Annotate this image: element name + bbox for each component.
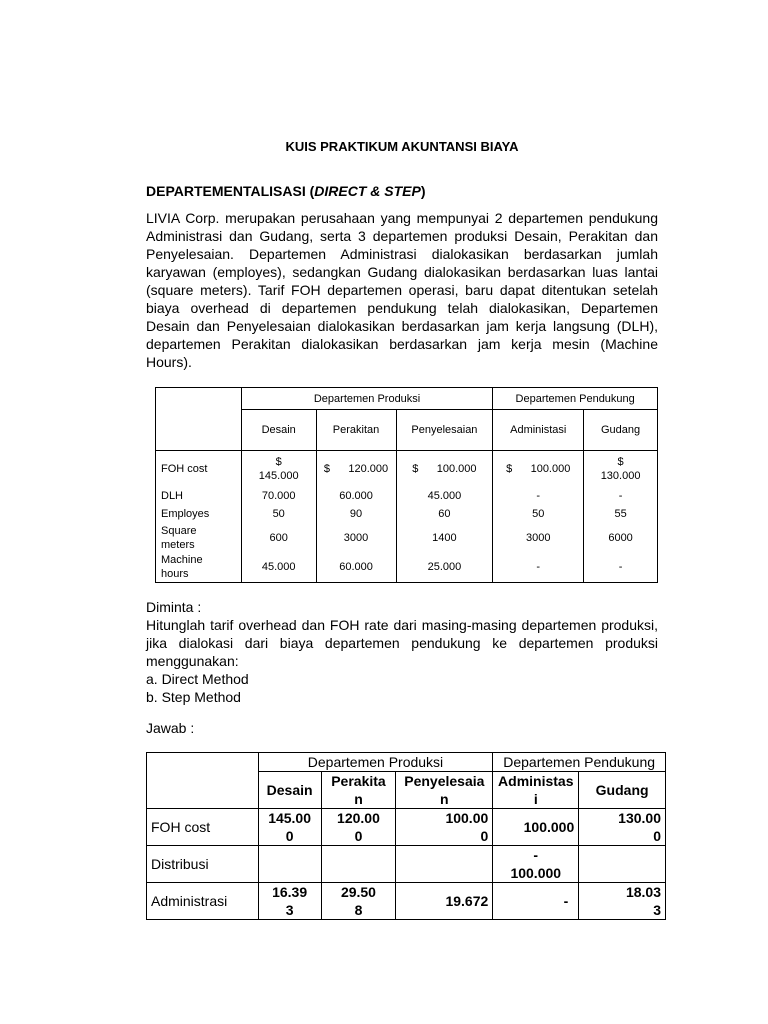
paragraph-line: biaya overhead di departemen pendukung telah dialokasikan, Departemen [146, 300, 658, 316]
section-heading: DEPARTEMENTALISASI (DIRECT & STEP) [146, 183, 426, 199]
table-cell: 16.39 3 [258, 883, 321, 920]
table-cell: - 100.000 [493, 846, 579, 883]
task-section [146, 598, 658, 706]
heading-italic: DIRECT & STEP [314, 183, 421, 199]
table-cell: 50 [493, 505, 584, 523]
table-cell [579, 846, 666, 883]
task-label: Diminta : [146, 599, 202, 615]
table-cell: 145.00 0 [258, 809, 321, 846]
table-cell: 60.000 [316, 553, 396, 583]
table-corner-cell [156, 388, 242, 451]
table-cell: 100.000 [493, 809, 579, 846]
column-header: Perakita n [321, 772, 396, 809]
table-cell: 18.03 3 [579, 883, 666, 920]
row-label: DLH [156, 487, 242, 505]
table-cell: $ 120.000 [316, 451, 396, 487]
row-label: Machine hours [156, 553, 242, 583]
table-cell: 60 [396, 505, 493, 523]
table-cell: $ 100.000 [493, 451, 584, 487]
answer-label: Jawab : [146, 720, 195, 736]
table-cell: - [584, 487, 658, 505]
task-option: b. Step Method [146, 689, 241, 705]
answer-table [146, 752, 666, 920]
row-label: FOH cost [156, 451, 242, 487]
paragraph-line: Penyelesaian. Departemen Administrasi dialokasikan berdasarkan jumlah [146, 246, 658, 262]
row-label: Distribusi [147, 846, 259, 883]
paragraph-line: Administrasi dan Gudang, serta 3 departemen produksi Desain, Perakitan dan [146, 228, 658, 244]
column-header: Administas i [493, 772, 579, 809]
column-header: Gudang [579, 772, 666, 809]
table-cell: 90 [316, 505, 396, 523]
table-cell: - [584, 553, 658, 583]
table-cell: 60.000 [316, 487, 396, 505]
table-cell: 50 [241, 505, 316, 523]
table-cell: 45.000 [396, 487, 493, 505]
column-header: Administasi [493, 410, 584, 451]
table-cell: 600 [241, 523, 316, 553]
task-line: menggunakan: [146, 653, 239, 669]
table-cell [396, 846, 493, 883]
task-option: a. Direct Method [146, 671, 249, 687]
paragraph-line: (square meters). Tarif FOH departemen operasi, baru dapat ditentukan setelah [146, 282, 658, 298]
table-cell: $ 100.000 [396, 451, 493, 487]
task-line: Hitunglah tarif overhead dan FOH rate dari masing-masing departemen produksi, [146, 617, 658, 633]
intro-paragraph [146, 209, 658, 371]
table-cell [258, 846, 321, 883]
table-cell [321, 846, 396, 883]
row-label: Administrasi [147, 883, 259, 920]
paragraph-line: LIVIA Corp. merupakan perusahaan yang mempunyai 2 departemen pendukung [146, 210, 658, 226]
paragraph-line: Hours). [146, 354, 192, 370]
table-cell: - [493, 553, 584, 583]
group-header-produksi: Departemen Produksi [241, 388, 493, 410]
table-cell: $ 130.000 [584, 451, 658, 487]
table-cell: - [493, 487, 584, 505]
group-header-produksi: Departemen Produksi [258, 753, 493, 772]
column-header: Desain [258, 772, 321, 809]
row-label: FOH cost [147, 809, 259, 846]
table-cell: 70.000 [241, 487, 316, 505]
table-cell: 55 [584, 505, 658, 523]
table-cell: 1400 [396, 523, 493, 553]
table-cell: 130.00 0 [579, 809, 666, 846]
column-header: Desain [241, 410, 316, 451]
page-title: KUIS PRAKTIKUM AKUNTANSI BIAYA [285, 139, 519, 154]
task-line: jika dialokasi dari biaya departemen pendukung ke departemen produksi [146, 635, 658, 651]
column-header: Penyelesaia n [396, 772, 493, 809]
table-cell: 45.000 [241, 553, 316, 583]
table-cell: - [493, 883, 579, 920]
column-header: Gudang [584, 410, 658, 451]
table-cell: 120.00 0 [321, 809, 396, 846]
table-cell: 6000 [584, 523, 658, 553]
paragraph-line: Desain dan Penyelesaian dialokasikan berdasarkan jam kerja langsung (DLH), [146, 318, 658, 334]
row-label: Employes [156, 505, 242, 523]
table-cell: 29.50 8 [321, 883, 396, 920]
table-corner-cell [147, 753, 259, 809]
table-cell: 3000 [493, 523, 584, 553]
column-header: Penyelesaian [396, 410, 493, 451]
column-header: Perakitan [316, 410, 396, 451]
table-cell: 25.000 [396, 553, 493, 583]
table-cell: 100.00 0 [396, 809, 493, 846]
table-cell: 3000 [316, 523, 396, 553]
group-header-pendukung: Departemen Pendukung [493, 753, 666, 772]
table-cell: 19.672 [396, 883, 493, 920]
group-header-pendukung: Departemen Pendukung [493, 388, 658, 410]
paragraph-line: departemen Perakitan dialokasikan berdasarkan jam kerja mesin (Machine [146, 336, 658, 352]
row-label: Square meters [156, 523, 242, 553]
data-table [155, 387, 658, 583]
table-cell: $ 145.000 [241, 451, 316, 487]
paragraph-line: karyawan (employes), sedangkan Gudang dialokasikan berdasarkan luas lantai [146, 264, 658, 280]
